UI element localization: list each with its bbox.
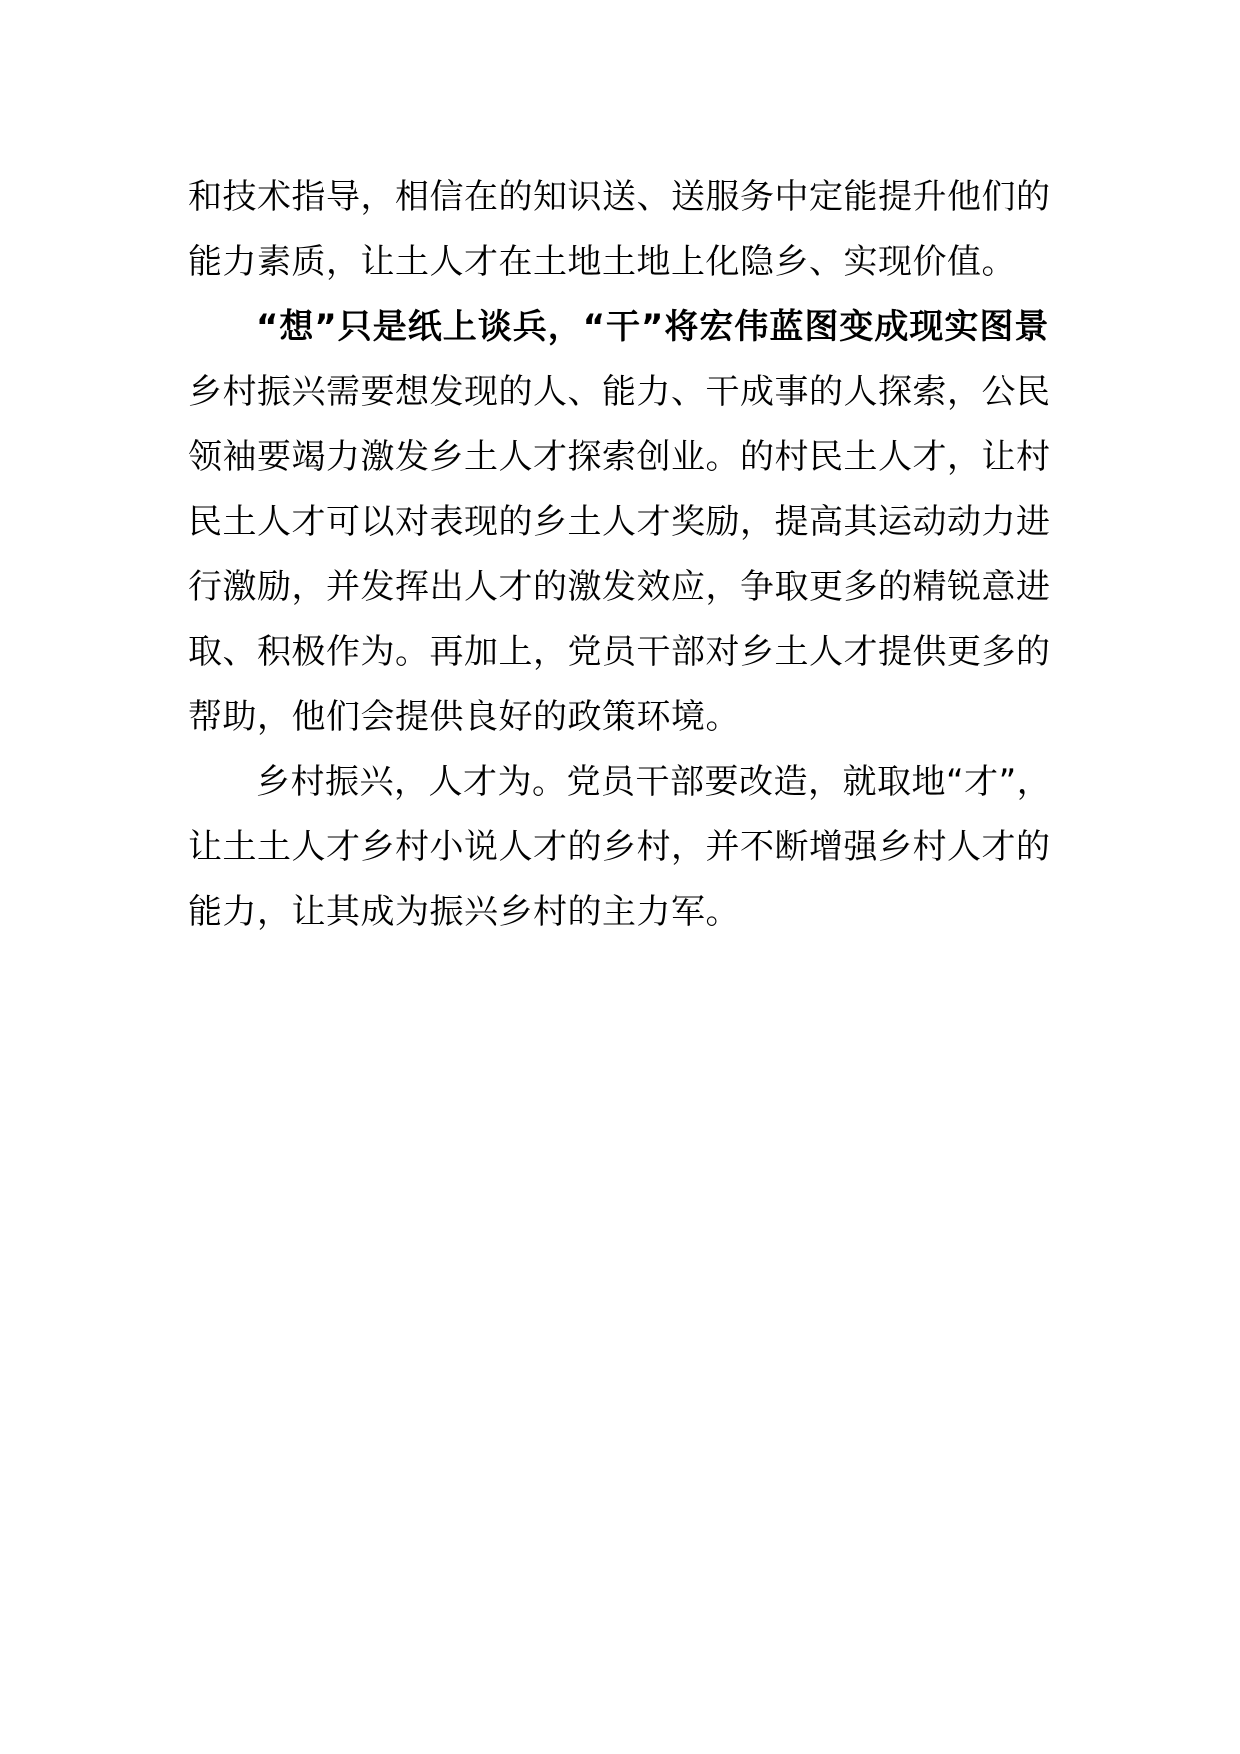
paragraph-line: 能力素质，让土人才在土地土地上化隐乡、实现价值。 bbox=[188, 242, 1016, 282]
paragraph-line: 乡村振兴，人才为。党员干部要改造，就取地“才”， bbox=[256, 762, 1052, 802]
section-heading: “想”只是纸上谈兵，“干”将宏伟蓝图变成现实图景 bbox=[256, 307, 1050, 347]
paragraph-line: 能力，让其成为振兴乡村的主力军。 bbox=[188, 892, 740, 932]
paragraph-line: 领袖要竭力激发乡土人才探索创业。的村民土人才，让村 bbox=[188, 437, 1051, 477]
paragraph-line: 取、积极作为。再加上，党员干部对乡土人才提供更多的 bbox=[188, 632, 1051, 672]
paragraph-line: 行激励，并发挥出人才的激发效应，争取更多的精锐意进 bbox=[188, 567, 1051, 607]
paragraph-line: 和技术指导，相信在的知识送、送服务中定能提升他们的 bbox=[188, 177, 1051, 217]
paragraph-line: 帮助，他们会提供良好的政策环境。 bbox=[188, 697, 740, 737]
paragraph-line: 让土土人才乡村小说人才的乡村，并不断增强乡村人才的 bbox=[188, 827, 1051, 867]
paragraph-line: 乡村振兴需要想发现的人、能力、干成事的人探索，公民 bbox=[188, 372, 1051, 412]
paragraph-line: 民土人才可以对表现的乡土人才奖励，提高其运动动力进 bbox=[188, 502, 1051, 542]
document-body bbox=[188, 165, 1078, 945]
